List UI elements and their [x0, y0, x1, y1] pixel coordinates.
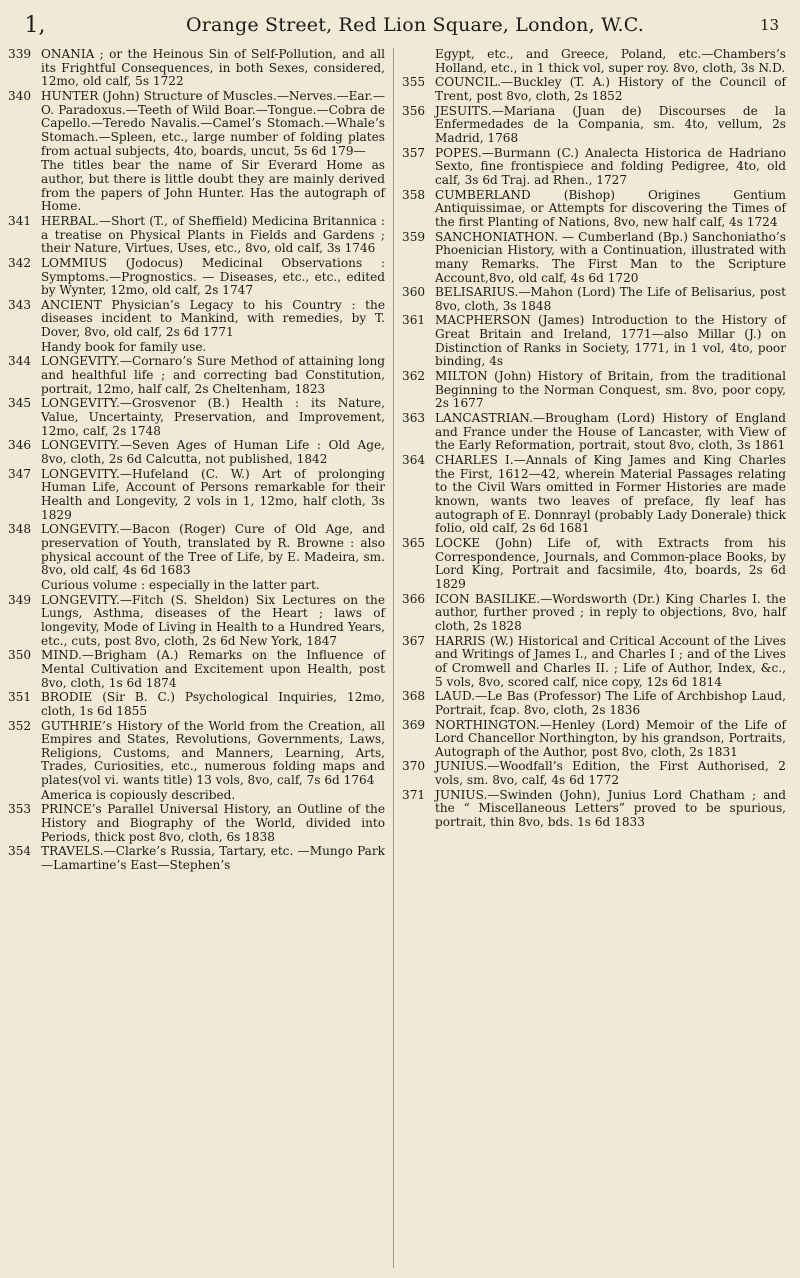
entry-text: ANCIENT Physician’s Legacy to his Country : the diseases incident to Mankind, with remedies, by T. Dover, 8vo, old calf, 2s 6d 1771 [41, 297, 385, 340]
entry-number: 346 [8, 438, 32, 453]
entry-text: The titles bear the name of Sir Everard Home as author, but there is little doubt they are mainly derived from the papers of John Hunter. Has the autograph of Home. [41, 158, 385, 214]
entry-text: HARRIS (W.) Historical and Critical Account of the Lives and Writings of James I., and Charles I ; and of the Lives of Cromwell and Charles II. ; Life of Author, Index, &c., 5 vols, 8vo, scored calf, nice copy, 12s 6d 1814 [435, 633, 786, 689]
catalogue-entry [8, 215, 385, 256]
catalogue-entry [402, 690, 786, 717]
entry-text: CUMBERLAND (Bishop) Origines Gentium Antiquissimae, or Attempts for discovering the Times of the first Planting of Nations, 8vo, new half calf, 4s 1724 [435, 187, 786, 229]
catalogue-entry [402, 105, 786, 146]
catalogue-entry [8, 468, 385, 523]
entry-text: LANCASTRIAN.—Brougham (Lord) History of England and France under the House of Lancaster, with View of the Early Reformation, portrait, stout 8vo, cloth, 3s 1861 [435, 411, 786, 453]
entry-text: LOMMIUS (Jodocus) Medicinal Observations : Symptoms.—Prognostics. — Diseases, etc., etc., edited by Wynter, 12mo, old calf, 2s 1747 [41, 255, 385, 298]
entry-number: 361 [402, 313, 426, 328]
entry-number: 356 [402, 103, 426, 118]
catalogue-entry [8, 397, 385, 438]
entry-number: 363 [402, 411, 426, 426]
entry-text: HUNTER (John) Structure of Muscles.—Nerves.—Ear.—O. Paradoxus.—Teeth of Wild Boar.—Tongue.—Cobra de Capello.—Teredo Navalis.—Camel’s Stomach.—Whale’s Stomach.—Spleen, etc., large number of folding plates from actual subjects, 4to, boards, uncut, 5s 6d 179— [41, 88, 385, 158]
entry-text: LONGEVITY.—Hufeland (C. W.) Art of prolonging Human Life, Account of Persons remarkable for their Health and Longevity, 2 vols in 1, 12mo, half cloth, 3s 1829 [41, 466, 385, 522]
catalogue-entry [402, 147, 786, 188]
entry-text: LOCKE (John) Life of, with Extracts from his Correspondence, Journals, and Common-place Books, by Lord King, Portrait and facsimile, 4to, boards, 2s 6d 1829 [435, 535, 786, 591]
entry-number: 368 [402, 689, 426, 704]
entry-number: 339 [8, 47, 32, 61]
catalogue-entry [8, 803, 385, 844]
catalogue-entry [402, 719, 786, 760]
entry-text: HERBAL.—Short (T., of Sheffield) Medicina Britannica : a treatise on Physical Plants in Fields and Gardens ; their Nature, Virtues, Uses, etc., 8vo, old calf, 3s 1746 [41, 213, 385, 256]
catalogue-entry [402, 189, 786, 230]
catalogue-entry [402, 314, 786, 369]
header-left-number: 1, [24, 12, 46, 38]
entry-text: ONANIA ; or the Heinous Sin of Self-Pollution, and all its Frightful Consequences, in both Sexes, considered, 12mo, old calf, 5s 1722 [41, 47, 385, 89]
entry-text: TRAVELS.—Clarke’s Russia, Tartary, etc. —Mungo Park—Lamartine’s East—Stephen’s [41, 844, 385, 873]
entry-text: JUNIUS.—Swinden (John), Junius Lord Chatham ; and the “ Miscellaneous Letters” proved to be spurious, portrait, thin 8vo, bds. 1s 6d 1833 [435, 787, 786, 830]
right-column [402, 48, 786, 831]
entry-number: 365 [402, 535, 426, 550]
entry-text: LAUD.—Le Bas (Professor) The Life of Archbishop Laud, Portrait, fcap. 8vo, cloth, 2s 1836 [435, 689, 786, 717]
entry-number: 351 [8, 690, 32, 705]
catalogue-entry [8, 90, 385, 158]
entry-text: Curious volume : especially in the latter part. [41, 577, 320, 592]
catalogue-entry [8, 720, 385, 788]
entry-number: 343 [8, 297, 32, 312]
entry-number: 354 [8, 844, 32, 859]
entry-number: 345 [8, 396, 32, 411]
catalogue-entry [402, 412, 786, 453]
entry-number: 353 [8, 802, 32, 817]
entry-text: COUNCIL.—Buckley (T. A.) History of the Council of Trent, post 8vo, cloth, 2s 1852 [435, 75, 786, 103]
entry-number: 360 [402, 285, 426, 300]
left-column [8, 48, 385, 874]
catalogue-entry [402, 370, 786, 411]
entry-text: GUTHRIE’s History of the World from the Creation, all Empires and States, Revolutions, Governments, Laws, Religions, Customs, and Manners, Learning, Arts, Trades, Curiosities, etc., numerous folding maps and plates(vol vi. wants title) 13 vols, 8vo, calf, 7s 6d 1764 [41, 718, 385, 788]
catalogue-entry [402, 760, 786, 787]
entry-text: LONGEVITY.—Bacon (Roger) Cure of Old Age, and preservation of Youth, translated by R. Browne : also physical account of the Tree of Life, by E. Madeira, sm. 8vo, old calf, 4s 6d 1683 [41, 522, 385, 578]
entry-number: 340 [8, 88, 32, 103]
entry-text: LONGEVITY.—Grosvenor (B.) Health : its Nature, Value, Uncertainty, Preservation, and Improvement, 12mo, calf, 2s 1748 [41, 396, 385, 438]
entry-text: PRINCE’s Parallel Universal History, an Outline of the History and Biography of the World, divided into Periods, thick post 8vo, cloth, 6s 1838 [41, 802, 385, 844]
catalogue-entry [8, 341, 385, 355]
entry-number: 347 [8, 466, 32, 481]
column-divider [393, 48, 394, 1268]
catalogue-entry [8, 257, 385, 298]
entry-text: NORTHINGTON.—Henley (Lord) Memoir of the Life of Lord Chancellor Northington, by his grandson, Portraits, Autograph of the Author, post 8vo, cloth, 2s 1831 [435, 717, 786, 759]
entry-text: MIND.—Brigham (A.) Remarks on the Influence of Mental Cultivation and Excitement upon Health, post 8vo, cloth, 1s 6d 1874 [41, 648, 385, 690]
catalogue-entry [402, 635, 786, 690]
catalogue-entry [8, 159, 385, 214]
entry-number: 366 [402, 591, 426, 606]
catalogue-entry [8, 579, 385, 593]
catalogue-entry [8, 649, 385, 690]
entry-number: 357 [402, 145, 426, 160]
entry-number: 352 [8, 718, 32, 733]
catalogue-entry [8, 299, 385, 340]
entry-number: 362 [402, 369, 426, 384]
catalogue-entry [8, 355, 385, 396]
page-header [0, 8, 800, 42]
entry-text: ICON BASILIKE.—Wordsworth (Dr.) King Charles I. the author, further proved ; in reply to objections, 8vo, half cloth, 2s 1828 [435, 591, 786, 633]
entry-number: 358 [402, 187, 426, 202]
catalogue-entry [402, 286, 786, 313]
entry-number: 344 [8, 354, 32, 369]
entry-text: LONGEVITY.—Fitch (S. Sheldon) Six Lectures on the Lungs, Asthma, diseases of the Heart ; laws of longevity, Mode of Living in Health to a Hundred Years, etc., cuts, post 8vo, cloth, 2s 6d New York, 1847 [41, 592, 385, 648]
catalogue-entry [8, 691, 385, 718]
entry-text: SANCHONIATHON. — Cumberland (Bp.) Sanchoniatho’s Phoenician History, with a Continuation, illustrated with many Remarks. The First Man to the Scripture Account,8vo, old calf, 4s 6d 1720 [435, 229, 786, 285]
entry-text: MACPHERSON (James) Introduction to the History of Great Britain and Ireland, 1771—also Millar (J.) on Distinction of Ranks in Society, 1771, in 1 vol, 4to, poor binding, 4s [435, 313, 786, 369]
catalogue-entry [402, 537, 786, 592]
catalogue-entry [402, 76, 786, 103]
catalogue-entry [8, 594, 385, 649]
entry-number: 348 [8, 522, 32, 537]
entry-text: Egypt, etc., and Greece, Poland, etc.—Chambers’s Holland, etc., in 1 thick vol, super roy. 8vo, cloth, 3s N.D. [435, 47, 786, 75]
catalogue-entry [402, 789, 786, 830]
entry-text: BRODIE (Sir B. C.) Psychological Inquiries, 12mo, cloth, 1s 6d 1855 [41, 690, 385, 718]
entry-number: 350 [8, 648, 32, 663]
entry-text: MILTON (John) History of Britain, from the traditional Beginning to the Norman Conquest, sm. 8vo, poor copy, 2s 1677 [435, 369, 786, 411]
entry-number: 341 [8, 213, 32, 228]
catalogue-entry [402, 231, 786, 286]
catalogue-entry [8, 48, 385, 89]
catalogue-entry [402, 48, 786, 75]
entry-text: LONGEVITY.—Seven Ages of Human Life : Old Age, 8vo, cloth, 2s 6d Calcutta, not published, 1842 [41, 438, 385, 467]
entry-text: LONGEVITY.—Cornaro’s Sure Method of attaining long and healthful life ; and correcting bad Constitution, portrait, 12mo, half calf, 2s Cheltenham, 1823 [41, 354, 385, 396]
entry-text: POPES.—Burmann (C.) Analecta Historica de Hadriano Sexto, fine frontispiece and folding Pedigree, 4to, old calf, 3s 6d Traj. ad Rhen., 1727 [435, 145, 786, 187]
entry-number: 367 [402, 633, 426, 648]
entry-number: 359 [402, 229, 426, 244]
entry-text: JUNIUS.—Woodfall’s Edition, the First Authorised, 2 vols, sm. 8vo, calf, 4s 6d 1772 [435, 759, 786, 788]
entry-number: 371 [402, 787, 426, 802]
entry-number: 364 [402, 453, 426, 468]
catalogue-entry [8, 845, 385, 872]
entry-number: 369 [402, 717, 426, 732]
entry-text: BELISARIUS.—Mahon (Lord) The Life of Belisarius, post 8vo, cloth, 3s 1848 [435, 285, 786, 313]
header-address: Orange Street, Red Lion Square, London, W.C. [185, 14, 645, 36]
catalogue-entry [8, 439, 385, 466]
catalogue-entry [8, 789, 385, 803]
entry-text: America is copiously described. [41, 787, 236, 802]
entry-number: 355 [402, 75, 426, 90]
entry-text: Handy book for family use. [41, 339, 207, 354]
header-page-number: 13 [760, 16, 780, 34]
catalogue-entry [402, 454, 786, 536]
entry-number: 349 [8, 592, 32, 607]
entry-number: 370 [402, 759, 426, 774]
catalogue-entry [402, 593, 786, 634]
entry-text: CHARLES I.—Annals of King James and King Charles the First, 1612—42, wherein Material Passages relating to the Civil Wars omitted in Former Histories are made known, wants two leaves of preface, fly leaf has autograph of E. Donnrayl (probably Lady Donerale) thick folio, old calf, 2s 6d 1681 [435, 453, 786, 536]
catalogue-entry [8, 523, 385, 578]
entry-text: JESUITS.—Mariana (Juan de) Discourses de la Enfermedades de la Compania, sm. 4to, vellum, 2s Madrid, 1768 [435, 103, 786, 145]
entry-number: 342 [8, 255, 32, 270]
